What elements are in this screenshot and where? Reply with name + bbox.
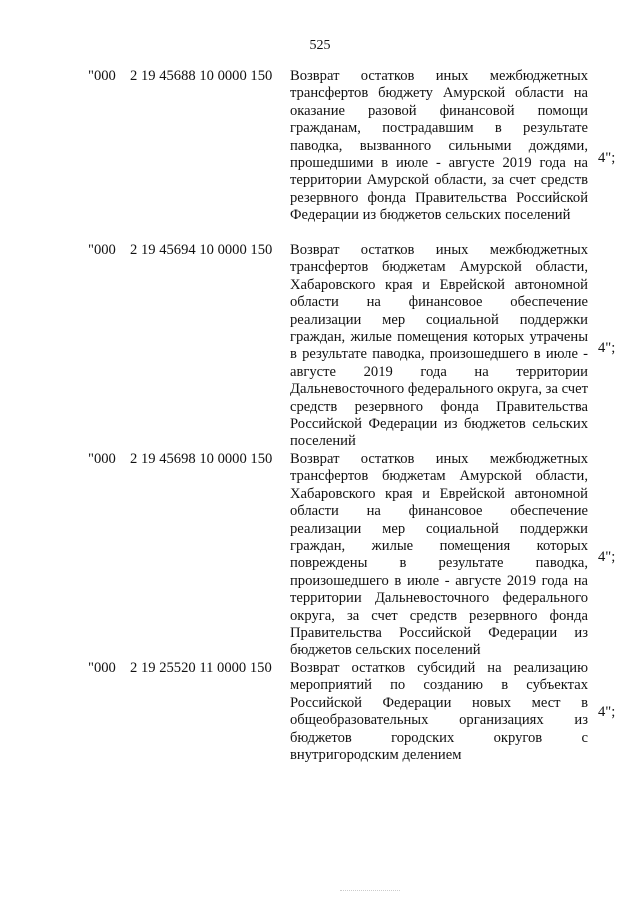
row-end-code: 4"; — [598, 340, 616, 356]
row-description: Возврат остатков иных межбюджетных трансфертов бюджетам Амурской области, Хабаровского края и Еврейской автономной области на финансовое обеспечение реализации мер социальной поддержки граждан, жилые помещения которых утрачены в результате паводка, произошедшего в июле - августе 2019 года на территории Дальневосточного федерального округа, за счет средств резервного фонда Правительства Российской Федерации из бюджетов сельских поселений — [290, 242, 588, 450]
row-end-code: 4"; — [598, 704, 616, 720]
row-quote: "000 — [88, 451, 116, 467]
table-row — [88, 68, 628, 242]
row-kbk-code: 2 19 25520 11 0000 150 — [130, 660, 272, 676]
row-description: Возврат остатков субсидий на реализацию мероприятий по созданию в субъектах Российской Федерации новых мест в общеобразовательных организациях из бюджетов городских округов с внутригородским делением — [290, 660, 588, 764]
row-kbk-code: 2 19 45698 10 0000 150 — [130, 451, 273, 467]
row-description: Возврат остатков иных межбюджетных трансфертов бюджету Амурской области на оказание разовой финансовой помощи гражданам, пострадавшим в результате паводка, вызванного сильными дождями, прошедшими в июле - августе 2019 года на территории Амурской области, за счет средств резервного фонда Правительства Российской Федерации из бюджетов сельских поселений — [290, 68, 588, 224]
table-row — [88, 660, 628, 765]
page-number: 525 — [309, 38, 331, 53]
row-quote: "000 — [88, 242, 116, 258]
row-end-code: 4"; — [598, 549, 616, 565]
table-row — [88, 451, 628, 660]
row-end-code: 4"; — [598, 150, 616, 166]
table-row — [88, 242, 628, 451]
row-kbk-code: 2 19 45694 10 0000 150 — [130, 242, 273, 258]
footer-divider — [340, 890, 400, 891]
row-quote: "000 — [88, 68, 116, 84]
row-description: Возврат остатков иных межбюджетных трансфертов бюджетам Амурской области, Хабаровского края и Еврейской автономной области на финансовое обеспечение реализации мер социальной поддержки граждан, жилые помещения которых повреждены в результате паводка, произошедшего в июле - августе 2019 года на территории Дальневосточного федерального округа, за счет средств резервного фонда Правительства Российской Федерации из бюджетов сельских поселений — [290, 451, 588, 659]
row-kbk-code: 2 19 45688 10 0000 150 — [130, 68, 273, 84]
row-quote: "000 — [88, 660, 116, 676]
